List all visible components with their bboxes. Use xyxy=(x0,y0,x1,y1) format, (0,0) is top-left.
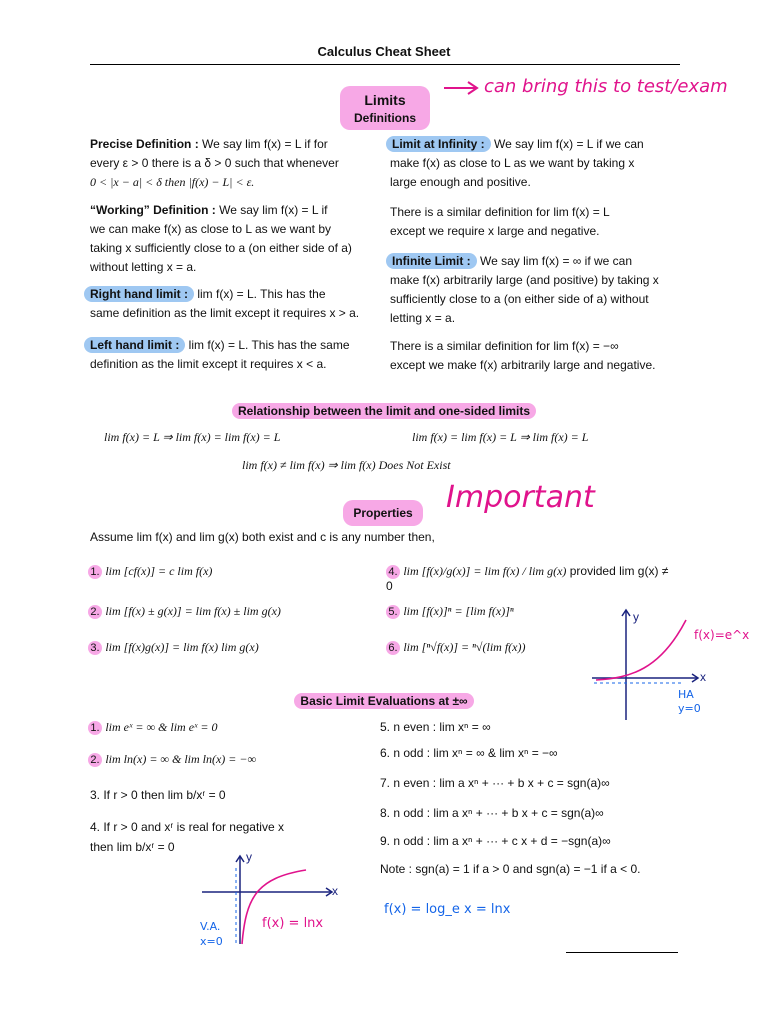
basic-7: 7. n even : lim a xⁿ + ··· + b x + c = sgn(a)∞ xyxy=(380,776,610,790)
basic-number-2: 2. xyxy=(88,753,102,767)
basic-heading: Basic Limit Evaluations at ±∞ xyxy=(294,693,473,709)
title-rule xyxy=(90,64,680,65)
annotation-test: can bring this to test/exam xyxy=(484,76,728,97)
ln-axis-y-label: y xyxy=(246,850,252,864)
left-hand-label: Left hand limit : xyxy=(84,337,185,353)
property-1: 1. lim [cf(x)] = c lim f(x) xyxy=(88,564,368,579)
footer-rule xyxy=(566,952,678,953)
annotation-ha: HA xyxy=(678,688,694,701)
infinite-limit-label: Infinite Limit : xyxy=(386,253,477,269)
left-hand-limit: Left hand limit : lim f(x) = L. This has the same definition as the limit except it requires x < a. xyxy=(84,336,384,374)
annotation-fx-ex: f(x)=e^x xyxy=(694,628,750,642)
basic-1: 1. lim eˣ = ∞ & lim eˣ = 0 xyxy=(88,720,378,735)
relationship-heading: Relationship between the limit and one-sided limits xyxy=(232,403,536,419)
property-6: 6. lim [ⁿ√f(x)] = ⁿ√(lim f(x)) xyxy=(386,640,606,655)
basic-4b: then lim b/xʳ = 0 xyxy=(90,840,175,854)
annotation-x0: x=0 xyxy=(200,935,223,948)
ln-graph-sketch xyxy=(196,848,346,948)
annotation-loge: f(x) = log_e x = lnx xyxy=(384,902,511,917)
exp-graph-sketch xyxy=(590,600,760,730)
annotation-fx-lnx: f(x) = lnx xyxy=(262,916,324,931)
basic-3: 3. If r > 0 then lim b/xʳ = 0 xyxy=(90,788,226,802)
page-title: Calculus Cheat Sheet xyxy=(317,44,451,59)
negative-infinity-definition: There is a similar definition for lim f(x) = L except we require x large and negative. xyxy=(390,205,610,238)
basic-4a: 4. If r > 0 and xʳ is real for negative x xyxy=(90,820,284,834)
limit-at-infinity: Limit at Infinity : We say lim f(x) = L if we can make f(x) as close to L as we want by taking x large enough and positive. xyxy=(386,135,681,192)
exp-axis-y-label: y xyxy=(633,610,639,624)
working-label: “Working” Definition : xyxy=(90,203,216,217)
ln-axis-x-label: x xyxy=(332,884,338,898)
working-definition: “Working” Definition : We say lim f(x) = L if we can make f(x) as close to L as we want by taking x sufficiently close to a (on either side of a) without letting x = a. xyxy=(90,203,352,274)
basic-2: 2. lim ln(x) = ∞ & lim ln(x) = −∞ xyxy=(88,752,378,767)
property-number-5: 5. xyxy=(386,605,400,619)
property-number-1: 1. xyxy=(88,565,102,579)
property-number-3: 3. xyxy=(88,641,102,655)
infinite-limit: Infinite Limit : We say lim f(x) = ∞ if we can make f(x) arbitrarily large (and positive) by taking x sufficiently close to a (on either side of a) without letting x = a. xyxy=(386,252,681,328)
basic-6: 6. n odd : lim xⁿ = ∞ & lim xⁿ = −∞ xyxy=(380,746,558,760)
property-5: 5. lim [f(x)]ⁿ = [lim f(x)]ⁿ xyxy=(386,604,606,619)
annotation-y0: y=0 xyxy=(678,702,701,715)
basic-8: 8. n odd : lim a xⁿ + ··· + b x + c = sgn(a)∞ xyxy=(380,806,604,820)
properties-assume: Assume lim f(x) and lim g(x) both exist and c is any number then, xyxy=(90,530,435,544)
relationship-heading-wrap xyxy=(0,404,768,418)
property-4: 4. lim [f(x)/g(x)] = lim f(x) / lim g(x) provided lim g(x) ≠ 0 xyxy=(386,564,669,593)
property-number-6: 6. xyxy=(386,641,400,655)
annotation-va: V.A. xyxy=(200,920,221,933)
precise-definition: Precise Definition : We say lim f(x) = L if for every ε > 0 there is a δ > 0 such that whenever 0 < |x − a| < δ then |f(x) − L| < ε. xyxy=(90,137,339,189)
negative-infinite-limit: There is a similar definition for lim f(x) = −∞ except we make f(x) arbitrarily large and negative. xyxy=(390,339,656,372)
arrow-icon xyxy=(442,74,482,98)
limit-at-infinity-label: Limit at Infinity : xyxy=(386,136,491,152)
definitions-subheading: Definitions xyxy=(354,111,416,125)
property-3: 3. lim [f(x)g(x)] = lim f(x) lim g(x) xyxy=(88,640,378,655)
property-number-4: 4. xyxy=(386,565,400,579)
limits-heading: Limits xyxy=(364,92,406,108)
annotation-important: Important xyxy=(446,480,595,515)
basic-note: Note : sgn(a) = 1 if a > 0 and sgn(a) = −1 if a < 0. xyxy=(380,862,641,876)
basic-number-1: 1. xyxy=(88,721,102,735)
relationship-line-2: lim f(x) ≠ lim f(x) ⇒ lim f(x) Does Not Exist xyxy=(242,458,451,472)
property-2: 2. lim [f(x) ± g(x)] = lim f(x) ± lim g(x) xyxy=(88,604,378,619)
relationship-line-1b: lim f(x) = lim f(x) = L ⇒ lim f(x) = L xyxy=(412,430,589,444)
property-number-2: 2. xyxy=(88,605,102,619)
right-hand-label: Right hand limit : xyxy=(84,286,194,302)
basic-9: 9. n odd : lim a xⁿ + ··· + c x + d = −sgn(a)∞ xyxy=(380,834,611,848)
exp-axis-x-label: x xyxy=(700,670,706,684)
basic-5: 5. n even : lim xⁿ = ∞ xyxy=(380,720,491,734)
basic-heading-wrap xyxy=(0,694,768,708)
relationship-line-1a: lim f(x) = L ⇒ lim f(x) = lim f(x) = L xyxy=(104,430,281,444)
properties-heading: Properties xyxy=(353,506,413,520)
right-hand-limit: Right hand limit : lim f(x) = L. This has the same definition as the limit except it requires x > a. xyxy=(84,285,384,323)
precise-label: Precise Definition : xyxy=(90,137,199,151)
